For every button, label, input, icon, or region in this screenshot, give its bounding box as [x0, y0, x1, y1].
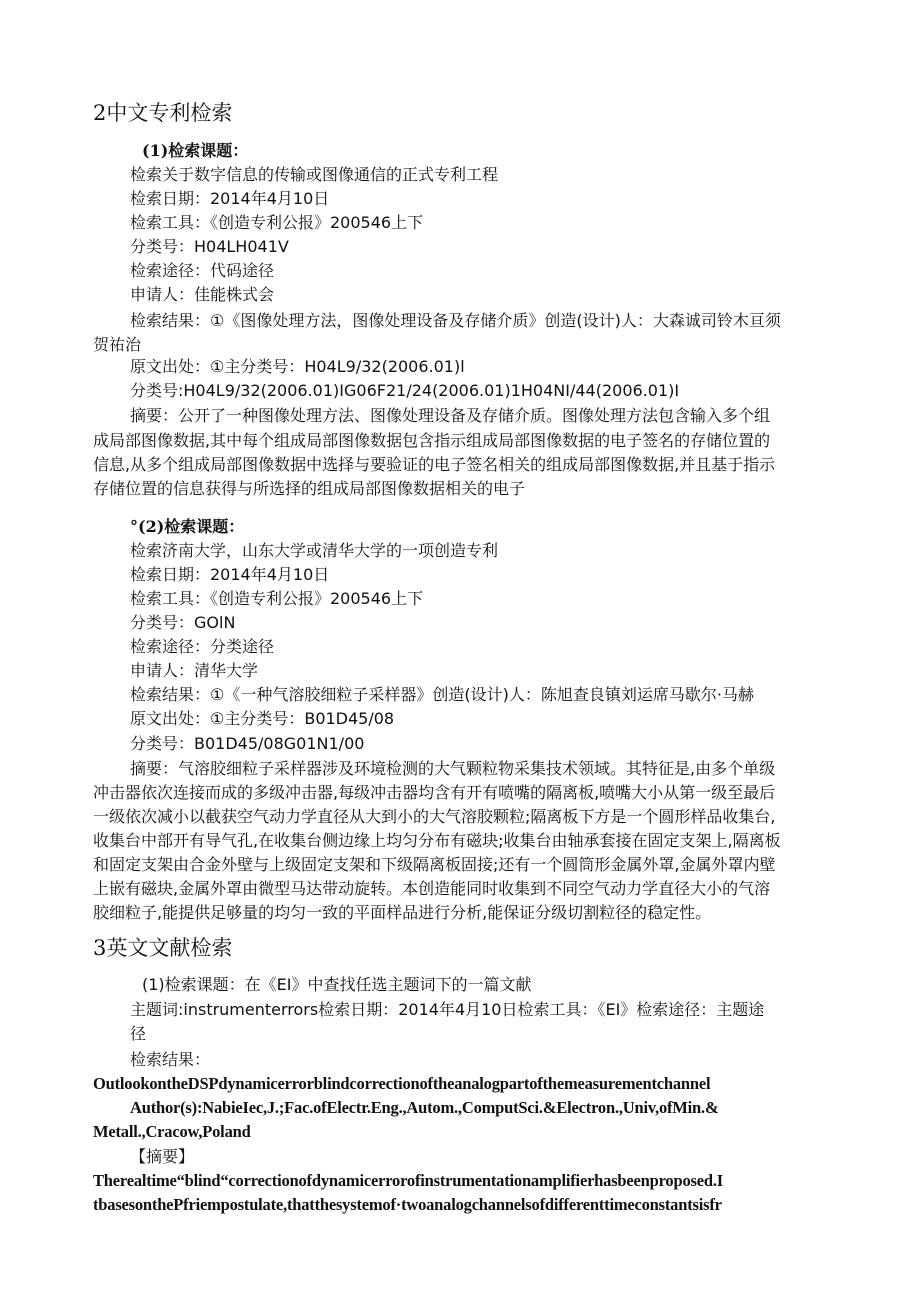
query-class: 分类号：H04LH041V — [130, 237, 289, 256]
query-meta: 主题词:instrumenterrors检索日期：2014年4月10日检索工具：《EI》检索途径：主题途 — [130, 1000, 765, 1019]
query-classes: 分类号:H04L9/32(2006.01)IG06F21/24(2006.01)1H04NI/44(2006.01)I — [130, 381, 680, 400]
query-meta-cont: 径 — [130, 1024, 147, 1043]
query-source: 原文出处：①主分类号：H04L9/32(2006.01)l — [130, 357, 465, 376]
abstract-line: 和固定支架由合金外壁与上级固定支架和下级隔离板固接;还有一个圆筒形金属外罩,金属外罩内壁 — [93, 855, 776, 874]
article-authors: Author(s):NabieIec,J.;Fac.ofElectr.Eng.,Autom.,ComputSci.&Electron.,Univ,ofMin.& — [130, 1098, 719, 1117]
abstract-line: 成局部图像数据,其中每个组成局部图像数据包含指示组成局部图像数据的电子签名的存储位置的 — [93, 431, 771, 450]
query-tool: 检索工具：《创造专利公报》200546上下 — [130, 213, 424, 232]
query-route: 检索途径：代码途径 — [130, 261, 275, 280]
query-class: 分类号：GOlN — [130, 613, 236, 632]
query-tool: 检索工具：《创造专利公报》200546上下 — [130, 589, 424, 608]
query-subject: 检索关于数字信息的传输或图像通信的正式专利工程 — [130, 165, 499, 184]
abstract-line: 收集台中部开有导气孔,在收集台侧边缘上均匀分布有磁块;收集台由轴承套接在固定支架上,隔离板 — [93, 831, 781, 850]
abstract-line: 上嵌有磁块,金属外罩由微型马达带动旋转。本创造能同时收集到不同空气动力学直径大小的气溶 — [93, 879, 771, 898]
query-title: (1)检索课题：在《EI》中查找任选主题词下的一篇文献 — [142, 975, 532, 994]
query-applicant: 申请人：佳能株式会 — [130, 285, 275, 304]
section-heading: 3英文文献检索 — [93, 936, 233, 960]
query-date: 检索日期：2014年4月10日 — [130, 189, 330, 208]
article-abstract: Therealtime“blind“correctionofdynamicerrorofinstrumentationamplifierhasbeenproposed.I — [93, 1171, 723, 1190]
query-route: 检索途径：分类途径 — [130, 637, 275, 656]
abstract-line: 冲击器依次连接而成的多级冲击器,每级冲击器均含有开有喷嘴的隔离板,喷嘴大小从第一级至最后 — [93, 783, 776, 802]
query-result: 检索结果：①《图像处理方法，图像处理设备及存储介质》创造(设计)人：大森诚司铃木亘须 — [130, 311, 781, 330]
article-title: OutlookontheDSPdynamicerrorblindcorrectionoftheanalogpartofthemeasurementchannel — [93, 1074, 711, 1093]
query-date: 检索日期：2014年4月10日 — [130, 565, 330, 584]
query-source: 原文出处：①主分类号：B01D45/08 — [130, 709, 395, 728]
abstract-line: 胶细粒子,能提供足够量的均匀一致的平面样品进行分析,能保证分级切割粒径的稳定性。 — [93, 903, 712, 922]
query-applicant: 申请人：清华大学 — [130, 661, 259, 680]
query-classes: 分类号：B01D45/08G01N1/00 — [130, 734, 365, 753]
abstract-label: 【摘要】 — [130, 1147, 195, 1166]
abstract-line: 摘要：气溶胶细粒子采样器涉及环境检测的大气颗粒物采集技术领域。其特征是,由多个单级 — [130, 759, 776, 778]
section-heading: 2中文专利检索 — [93, 101, 233, 125]
abstract-line: 摘要：公开了一种图像处理方法、图像处理设备及存储介质。图像处理方法包含输入多个组 — [130, 406, 771, 425]
query-title: °(2)检索课题： — [130, 517, 245, 536]
query-result: 检索结果：①《一种气溶胶细粒子采样器》创造(设计)人：陈旭查良镇刘运席马歇尔·马赫 — [130, 685, 754, 704]
article-abstract-cont: tbasesonthePfriempostulate,thatthesystemof·twoanalogchannelsofdifferenttimeconstantsisfr — [93, 1195, 722, 1214]
result-label: 检索结果： — [130, 1050, 211, 1069]
abstract-line: 一级依次减小以截获空气动力学直径从大到小的大气溶胶颗粒;隔离板下方是一个圆形样品收集台, — [93, 807, 776, 826]
query-title: (1)检索课题： — [142, 141, 249, 160]
query-subject: 检索济南大学，山东大学或清华大学的一项创造专利 — [130, 541, 499, 560]
article-authors-cont: Metall.,Cracow,Poland — [93, 1122, 251, 1141]
query-result-cont: 贺祐治 — [93, 335, 142, 354]
abstract-line: 信息,从多个组成局部图像数据中选择与要验证的电子签名相关的组成局部图像数据,并且基于指示 — [93, 455, 776, 474]
abstract-line: 存储位置的信息获得与所选择的组成局部图像数据相关的电子 — [93, 479, 526, 498]
